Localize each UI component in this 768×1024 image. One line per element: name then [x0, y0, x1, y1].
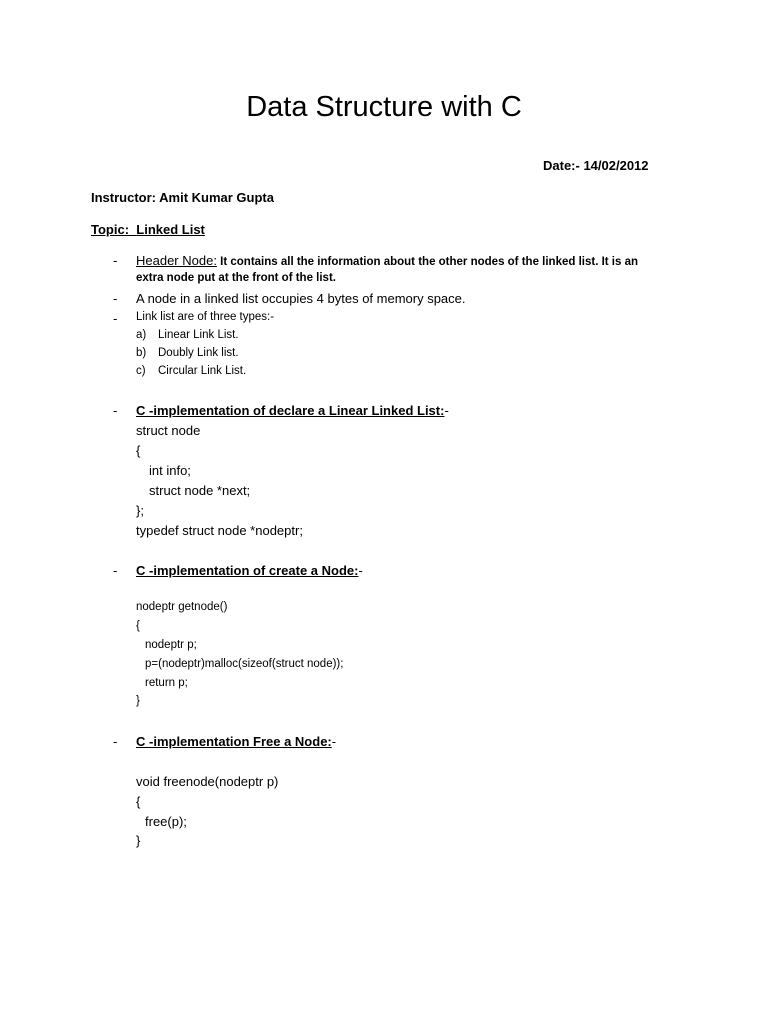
- section-dash: -: [113, 563, 118, 578]
- section-heading-suffix: -: [358, 563, 363, 578]
- code-line: {: [136, 443, 141, 458]
- section-heading-text: C -implementation Free a Node:: [136, 734, 332, 749]
- code-line: return p;: [145, 677, 188, 689]
- topic-value: Linked List: [136, 222, 205, 237]
- section-dash: -: [113, 734, 118, 749]
- type-item: Doubly Link list.: [158, 347, 239, 359]
- section-dash: -: [113, 403, 118, 418]
- code-line: nodeptr p;: [145, 639, 197, 651]
- code-line: p=(nodeptr)malloc(sizeof(struct node));: [145, 658, 344, 670]
- header-node-term: Header Node:: [136, 253, 217, 268]
- section-heading-suffix: -: [331, 734, 337, 749]
- header-node-desc-2: extra node put at the front of the list.: [136, 272, 336, 284]
- code-line: {: [136, 620, 140, 632]
- instructor-line: Instructor: Amit Kumar Gupta: [91, 190, 274, 205]
- bullet-dash: -: [113, 253, 118, 268]
- section-heading-suffix: -: [444, 403, 449, 418]
- type-letter: a): [136, 329, 147, 341]
- node-size-text: A node in a linked list occupies 4 bytes of memory space.: [136, 291, 466, 306]
- code-line: typedef struct node *nodeptr;: [136, 523, 303, 538]
- section-heading: [136, 403, 449, 418]
- type-item: Linear Link List.: [158, 329, 239, 341]
- code-line: struct node *next;: [149, 483, 251, 498]
- header-node-line: [136, 253, 638, 268]
- section-heading: [136, 734, 336, 749]
- header-node-desc-1: It contains all the information about the other nodes of the linked list. It is an: [216, 256, 639, 268]
- code-line: }: [136, 695, 140, 707]
- type-letter: b): [136, 347, 147, 359]
- code-line: };: [136, 503, 144, 518]
- code-line: free(p);: [145, 814, 187, 829]
- bullet-dash: -: [113, 291, 118, 306]
- code-line: }: [136, 833, 141, 848]
- document-title: Data Structure with C: [246, 91, 522, 123]
- section-heading-text: C -implementation of create a Node:: [136, 563, 359, 578]
- code-line: struct node: [136, 423, 201, 438]
- section-heading: [136, 563, 363, 578]
- code-line: nodeptr getnode(): [136, 601, 228, 613]
- section-heading-text: C -implementation of declare a Linear Linked List:: [136, 403, 445, 418]
- code-line: int info;: [149, 463, 191, 478]
- document-date: Date:- 14/02/2012: [543, 158, 649, 173]
- code-line: void freenode(nodeptr p): [136, 774, 279, 789]
- code-line: {: [136, 794, 141, 809]
- topic-line: [91, 222, 205, 237]
- type-letter: c): [136, 365, 146, 377]
- topic-label: Topic:: [91, 222, 130, 237]
- type-item: Circular Link List.: [158, 365, 247, 377]
- link-types-intro: Link list are of three types:-: [136, 311, 275, 323]
- bullet-dash: -: [113, 311, 118, 326]
